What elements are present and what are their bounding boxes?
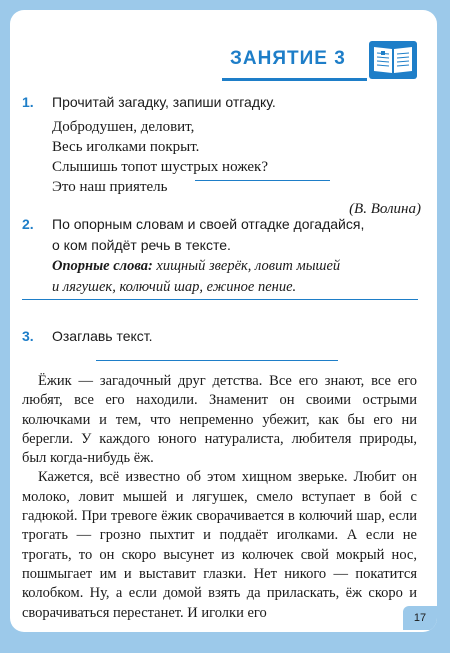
page-number: 17 — [403, 606, 437, 630]
keywords-block — [52, 256, 422, 298]
riddle-text — [52, 117, 268, 197]
task-2-instruction-line1: По опорным словам и своей отгадке догадайся, — [52, 216, 365, 232]
task-3-instruction: Озаглавь текст. — [52, 328, 153, 344]
task-2-instruction-line2: о ком пойдёт речь в тексте. — [52, 237, 231, 253]
keywords-line1: хищный зверёк, ловит мышей — [156, 258, 341, 274]
lesson-title: ЗАНЯТИЕ 3 — [230, 48, 346, 69]
keywords-label: Опорные слова: — [52, 258, 153, 274]
riddle-line: Добродушен, деловит, — [52, 119, 195, 135]
story-paragraph: Кажется, всё известно об этом хищном зверьке. Любит он молоко, ловит мышей и лягушек, смело вступает в бой с гадюкой. При тревоге ёжик сворачивается в колючий шар, если трогать — грозно пыхтит и поддаёт иголками. А если не трогать, то он скоро высунет из колючек свой мокрый нос, пошмыгает им и выставит глазки. Нет никого — покатится колобком. Ну, а если домой взять да приласкать, ёж скоро и сворачиваться перестанет. И иголки его — [22, 469, 417, 621]
keywords-line2: и лягушек, колючий шар, ежиное пение. — [52, 279, 297, 295]
task-1-instruction: Прочитай загадку, запиши отгадку. — [52, 94, 276, 110]
lesson-header — [222, 40, 417, 84]
workbook-page — [10, 10, 437, 632]
story-paragraph: Ёжик — загадочный друг детства. Все его знают, все его любят, все его находили. Знаменит он своими острыми колючками и тем, что непременно убежит, как бы его ни берегли. У каждого юного натуралиста, любителя природы, был когда-нибудь ёж. — [22, 373, 417, 467]
open-book-icon — [368, 40, 418, 80]
riddle-answer-line[interactable] — [195, 180, 330, 181]
riddle-author: (В. Волина) — [349, 201, 421, 217]
riddle-line: Слышишь топот шустрых ножек? — [52, 159, 268, 175]
task-3-number: 3. — [22, 328, 34, 344]
riddle-line: Весь иголками покрыт. — [52, 139, 200, 155]
task-1-number: 1. — [22, 94, 34, 110]
task-2-number: 2. — [22, 216, 34, 232]
task-2-answer-line[interactable] — [22, 299, 418, 300]
riddle-line: Это наш приятель — [52, 179, 168, 195]
story-text — [22, 372, 417, 623]
title-answer-line[interactable] — [96, 360, 338, 361]
